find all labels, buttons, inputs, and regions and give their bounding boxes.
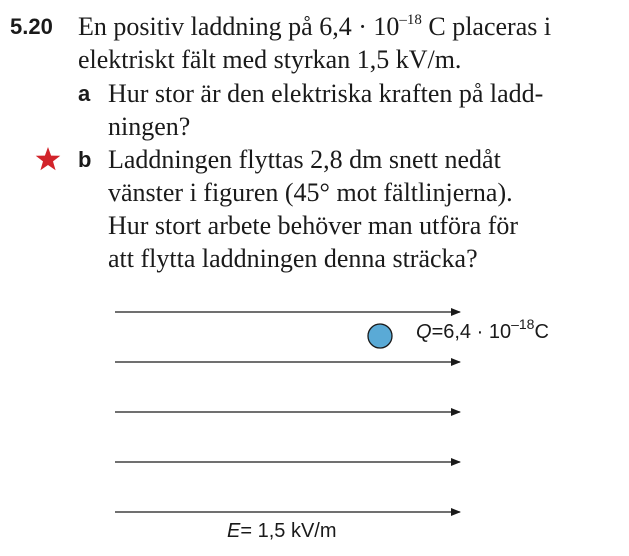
charge-label	[416, 316, 549, 344]
part-b-label: b	[78, 147, 92, 172]
intro-line1-exponent: –18	[399, 12, 422, 28]
part-b-line-2: vänster i figuren (45° mot fältlinjerna).	[108, 178, 513, 207]
part-a-line-1: Hur stor är den elektriska kraften på ladd-	[108, 79, 544, 108]
charge-symbol: Q	[416, 321, 432, 343]
part-b-line-1: Laddningen flyttas 2,8 dm snett nedåt	[108, 145, 501, 174]
part-a-label: a	[78, 81, 91, 106]
part-b-line-4: att flytta laddningen denna sträcka?	[108, 244, 478, 273]
charge-circle	[368, 324, 392, 348]
intro-line1-post: C placeras i	[421, 12, 552, 41]
charge-unit: C	[534, 321, 549, 343]
intro-line1-pre: En positiv laddning på 6,4 · 10	[78, 12, 400, 41]
part-b-line-3: Hur stort arbete behöver man utföra för	[108, 211, 519, 240]
problem-intro-line-2: elektriskt fält med styrkan 1,5 kV/m.	[78, 45, 462, 74]
charge-exponent: –18	[511, 316, 535, 332]
field-value: = 1,5 kV/m	[240, 520, 337, 542]
charge-value: =6,4 · 10	[431, 321, 512, 343]
field-symbol: E	[227, 520, 241, 542]
field-strength-label	[227, 519, 337, 543]
problem-number: 5.20	[10, 14, 53, 39]
part-a-line-2: ningen?	[108, 112, 191, 141]
